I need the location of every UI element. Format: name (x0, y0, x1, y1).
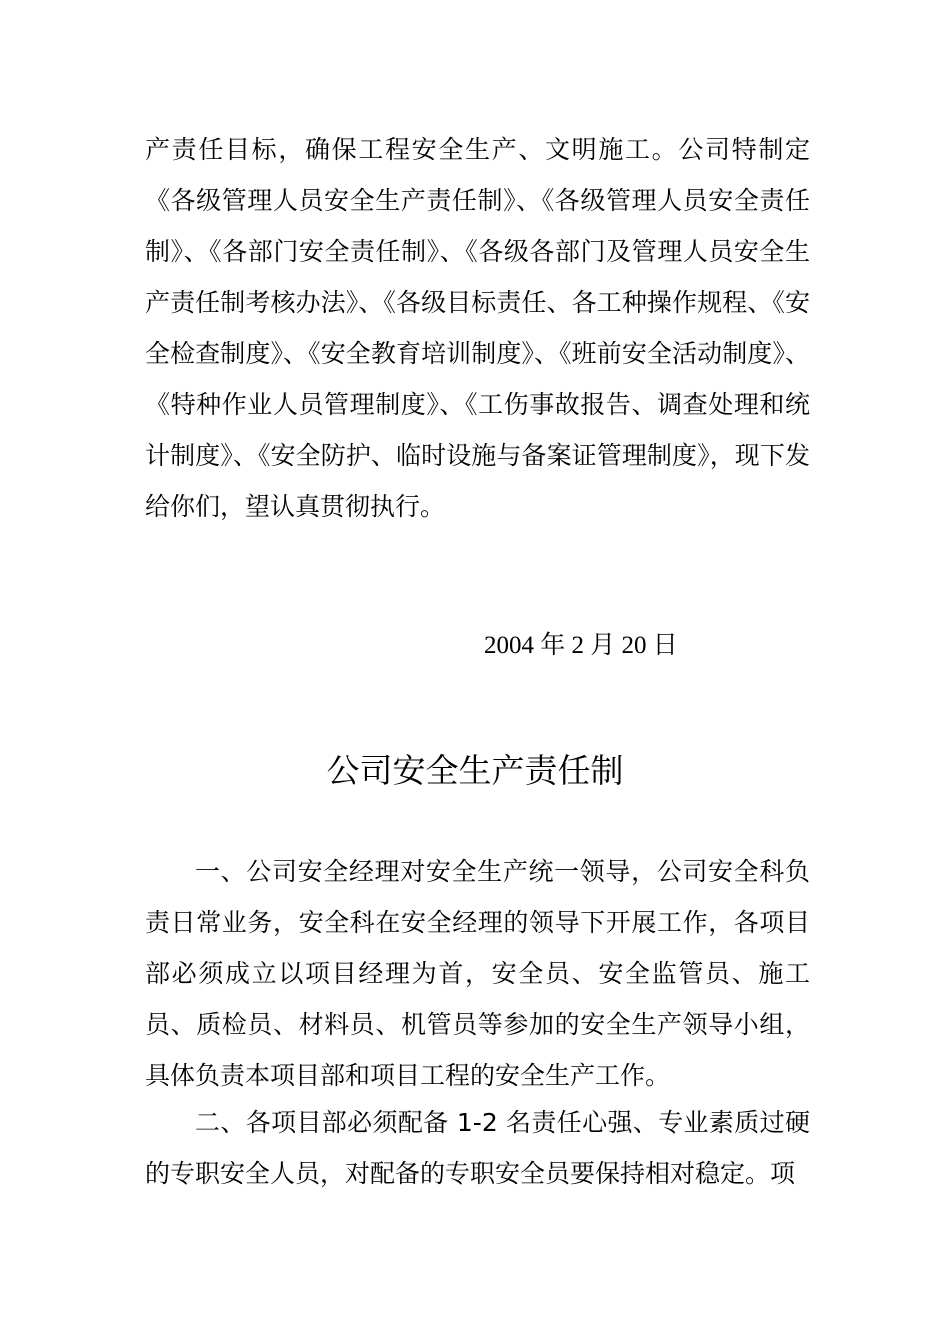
paragraph-1: 一、公司安全经理对安全生产统一领导，公司安全科负责日常业务，安全科在安全经理的领导下开展工作，各项目部必须成立以项目经理为首，安全员、安全监管员、施工员、质检员、材料员、机管员等参加的安全生产领导小组，具体负责本项目部和项目工程的安全生产工作。 (145, 857, 810, 1090)
intro-paragraph: 产责任目标，确保工程安全生产、文明施工。公司特制定《各级管理人员安全生产责任制》、《各级管理人员安全责任制》、《各部门安全责任制》、《各级各部门及管理人员安全生产责任制考核办法》、《各级目标责任、各工种操作规程、《安全检查制度》、《安全教育培训制度》、《班前安全活动制度》、《特种作业人员管理制度》、《工伤事故报告、调查处理和统计制度》、《安全防护、临时设施与备案证管理制度》，现下发给你们，望认真贯彻执行。 (145, 135, 810, 521)
section-title: 公司安全生产责任制 (326, 751, 624, 790)
paragraph-2: 二、各项目部必须配备 1-2 名责任心强、专业素质过硬的专职安全人员，对配备的专职安全员要保持相对稳定。项 (145, 1108, 810, 1188)
issue-date: 2004 年 2 月 20 日 (484, 632, 678, 659)
